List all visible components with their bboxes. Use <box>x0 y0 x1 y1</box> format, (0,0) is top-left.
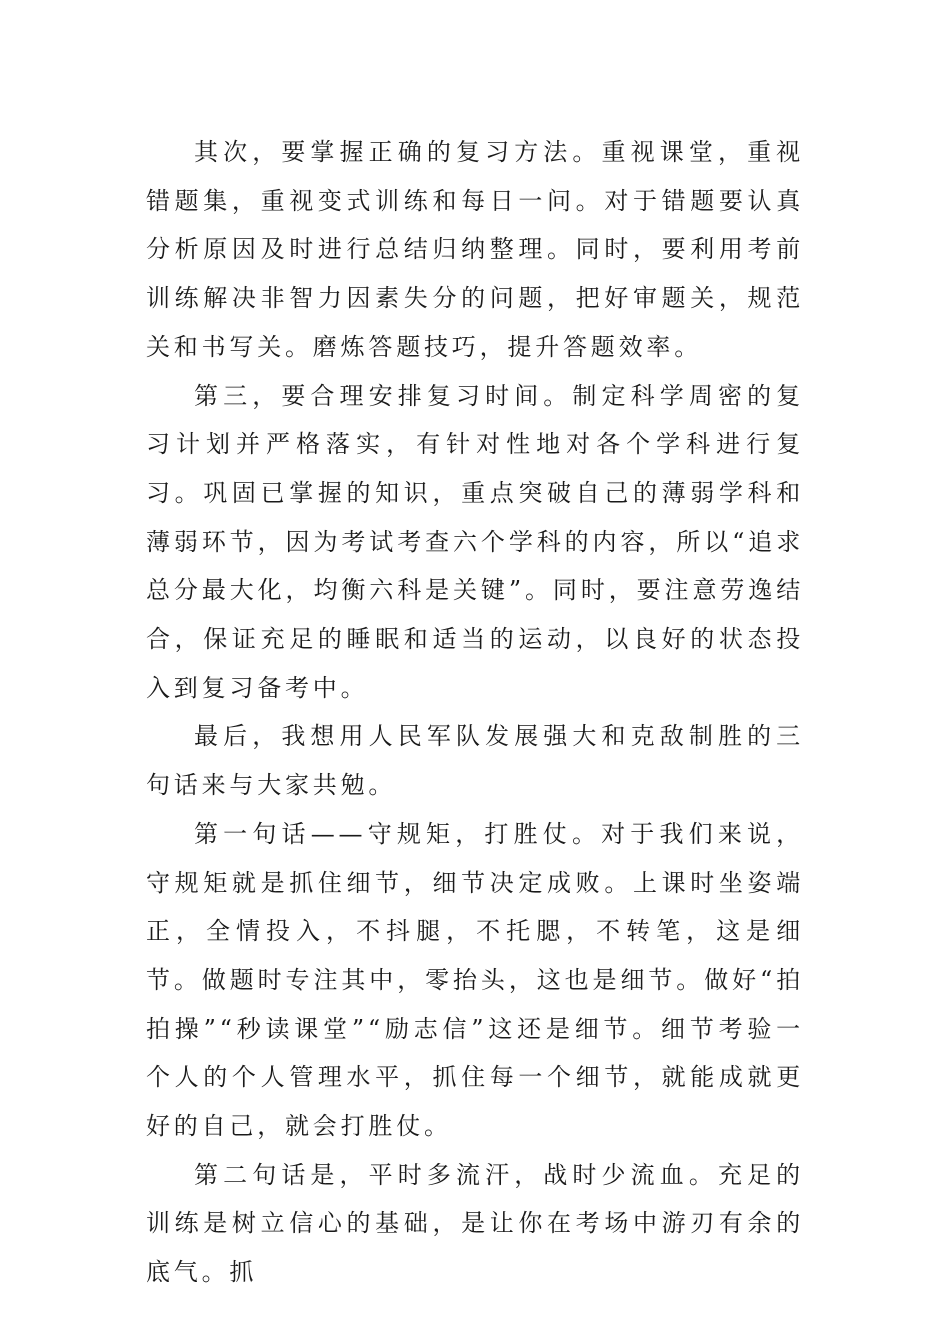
paragraph-closing-intro: 最后，我想用人民军队发展强大和克敌制胜的三句话来与大家共勉。 <box>146 722 804 800</box>
paragraph-review-methods: 其次，要掌握正确的复习方法。重视课堂，重视错题集，重视变式训练和每日一问。对于错题要认真分析原因及时进行总结归纳整理。同时，要利用考前训练解决非智力因素失分的问题，把好审题关，规范关和书写关。磨炼答题技巧，提升答题效率。 <box>146 138 804 361</box>
paragraph-review-schedule: 第三，要合理安排复习时间。制定科学周密的复习计划并严格落实，有针对性地对各个学科进行复习。巩固已掌握的知识，重点突破自己的薄弱学科和薄弱环节，因为考试考查六个学科的内容，所以“追求总分最大化，均衡六科是关键”。同时，要注意劳逸结合，保证充足的睡眠和适当的运动，以良好的状态投入到复习备考中。 <box>146 381 804 702</box>
paragraph-second-saying: 第二句话是，平时多流汗，战时少流血。充足的训练是树立信心的基础，是让你在考场中游刃有余的底气。抓 <box>146 1160 804 1287</box>
paragraph-first-saying: 第一句话——守规矩，打胜仗。对于我们来说，守规矩就是抓住细节，细节决定成败。上课时坐姿端正，全情投入，不抖腿，不托腮，不转笔，这是细节。做题时专注其中，零抬头，这也是细节。做好“拍拍操”“秒读课堂”“励志信”这还是细节。细节考验一个人的个人管理水平，抓住每一个细节，就能成就更好的自己，就会打胜仗。 <box>146 819 804 1141</box>
document-body <box>146 128 804 1297</box>
